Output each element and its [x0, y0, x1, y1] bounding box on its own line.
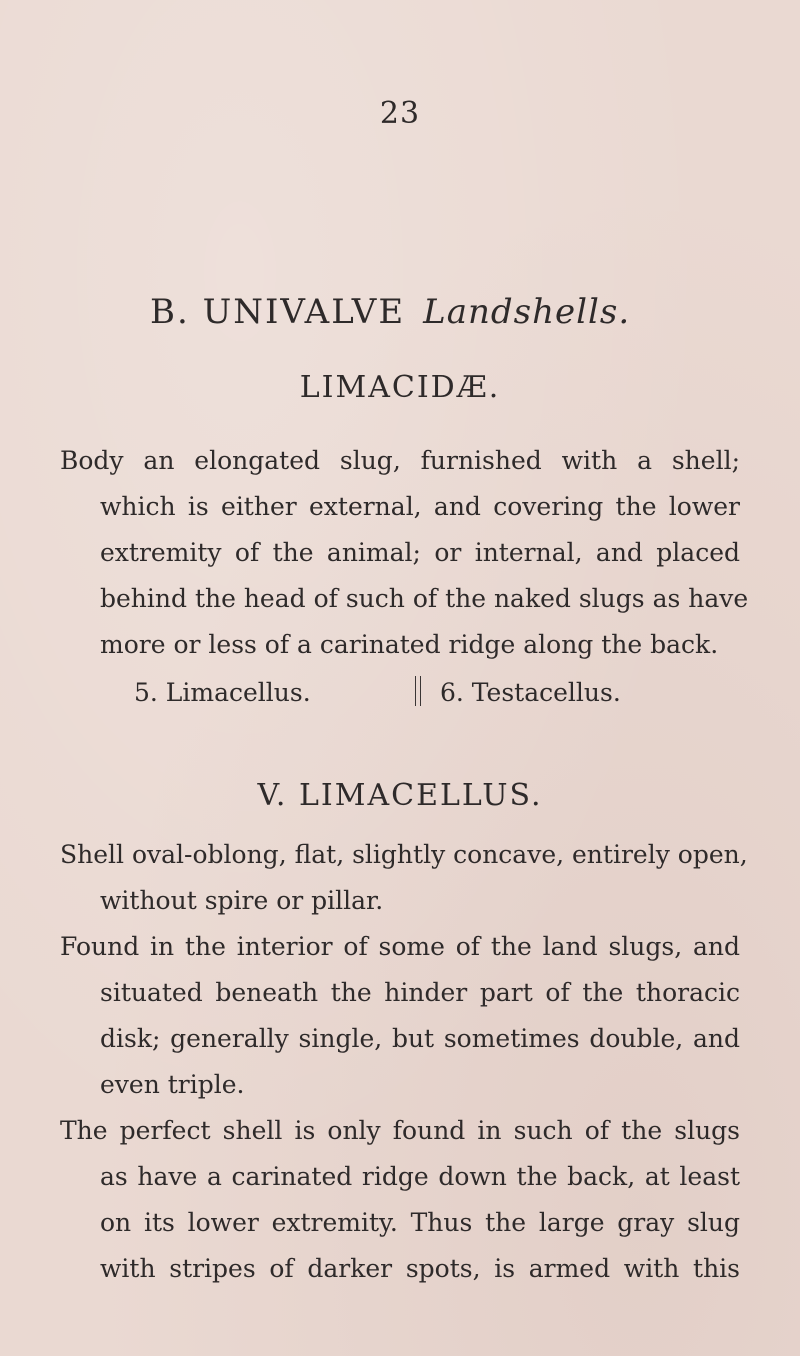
- text-line: which is either external, and covering the lower: [100, 492, 740, 521]
- genus-entry-limacellus: 5. Limacellus.: [134, 678, 311, 707]
- genus-paragraph-perfect: [60, 1108, 740, 1292]
- text-line: Found in the interior of some of the land slugs, and: [60, 932, 740, 961]
- text-line: on its lower extremity. Thus the large gray slug: [100, 1208, 740, 1237]
- section-subtitle: Landshells.: [423, 292, 631, 332]
- genera-list: [0, 678, 800, 718]
- text-line: more or less of a carinated ridge along the back.: [100, 630, 719, 659]
- text-line: as have a carinated ridge down the back, at least: [100, 1162, 740, 1191]
- genus-heading: V. LIMACELLUS.: [257, 778, 543, 813]
- family-description: [60, 438, 749, 668]
- text-line: with stripes of darker spots, is armed with this: [100, 1254, 740, 1283]
- text-line: without spire or pillar.: [100, 886, 384, 915]
- text-line: behind the head of such of the naked slugs as have: [100, 584, 749, 613]
- text-line: even triple.: [100, 1070, 245, 1099]
- text-line: The perfect shell is only found in such of the slugs: [60, 1116, 740, 1145]
- column-divider: [415, 676, 421, 706]
- page-number: 23: [379, 96, 421, 131]
- genus-paragraph-shell: [60, 832, 748, 924]
- section-heading: [150, 292, 630, 332]
- family-heading: LIMACIDÆ.: [299, 370, 501, 405]
- text-line: Shell oval-oblong, flat, slightly concave, entirely open,: [60, 840, 748, 869]
- genus-entry-testacellus: 6. Testacellus.: [440, 678, 621, 707]
- text-line: extremity of the animal; or internal, and placed: [100, 538, 740, 567]
- genus-paragraph-found: [60, 924, 740, 1108]
- text-line: Body an elongated slug, furnished with a shell;: [60, 446, 740, 475]
- section-label: B. UNIVALVE: [150, 292, 406, 332]
- text-line: disk; generally single, but sometimes double, and: [100, 1024, 740, 1053]
- text-line: situated beneath the hinder part of the thoracic: [100, 978, 740, 1007]
